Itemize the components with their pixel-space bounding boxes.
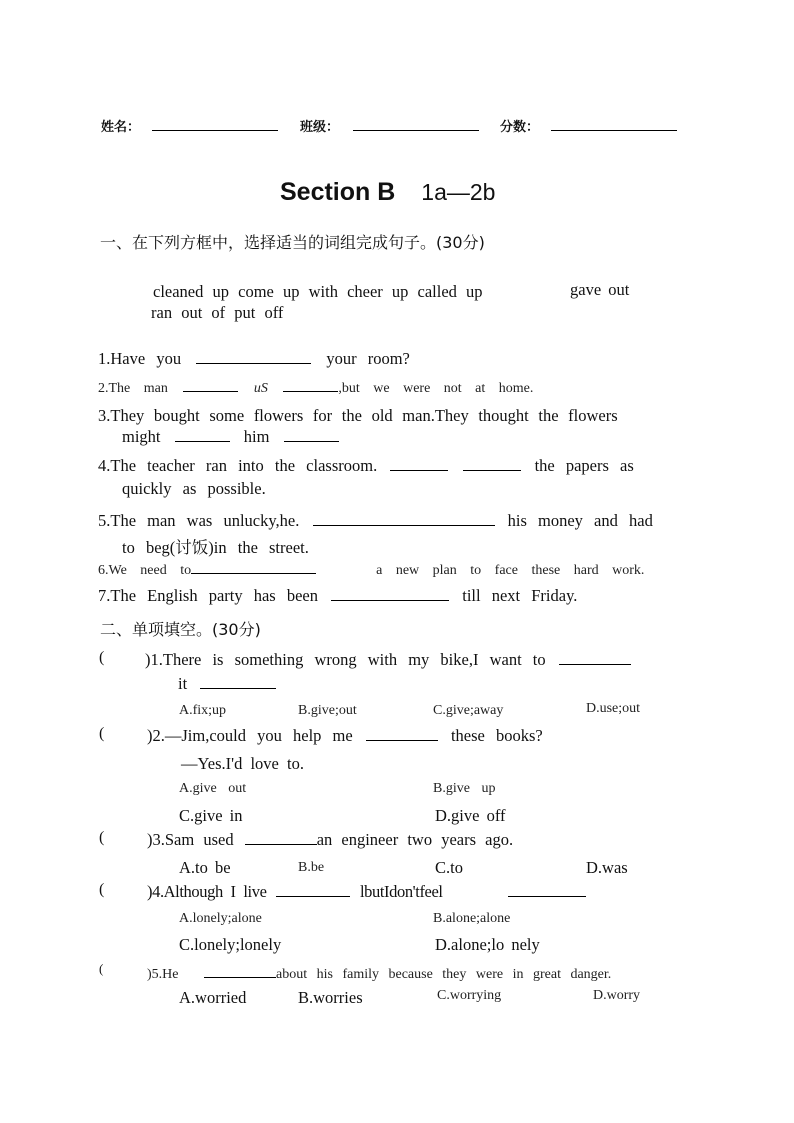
- q6-blank[interactable]: [191, 559, 316, 574]
- q7-blank[interactable]: [331, 586, 449, 601]
- mc3-stem-b: an engineer two years ago.: [316, 830, 514, 849]
- q5-text-b: his money and had: [507, 511, 653, 530]
- mc4-answer-paren[interactable]: (: [99, 881, 105, 898]
- page-title: [280, 178, 495, 207]
- mc2-stem-line2: —Yes.I'd love to.: [181, 754, 304, 773]
- mc4-blank-1[interactable]: [276, 882, 350, 897]
- mc4-stem-a: )4.Although I live: [147, 882, 267, 901]
- q5-blank[interactable]: [313, 511, 495, 526]
- q4-text-b: the papers as: [534, 456, 634, 475]
- q3-text-c: him: [243, 427, 270, 446]
- question-5-line2: to beg(讨饭)in the street.: [122, 538, 309, 557]
- word-bank-row1: cleaned up come up with cheer up called up: [153, 282, 483, 301]
- mc1-blank-2[interactable]: [200, 674, 276, 689]
- question-6: [98, 559, 644, 579]
- q3-blank-2[interactable]: [284, 427, 339, 442]
- mc2-answer-paren[interactable]: (: [99, 725, 105, 742]
- mc3-answer-paren[interactable]: (: [99, 829, 105, 846]
- q1-blank[interactable]: [196, 349, 311, 364]
- q7-text-b: till next Friday.: [462, 586, 578, 605]
- mc2-option-c[interactable]: C.give in: [179, 806, 243, 825]
- q2-blank-2[interactable]: [283, 377, 338, 392]
- mc2-option-d[interactable]: D.give off: [435, 806, 506, 825]
- mc5-option-d[interactable]: D.worry: [593, 988, 641, 1003]
- mc4-option-d[interactable]: D.alone;lo nely: [435, 935, 540, 954]
- mc3-stem: [147, 830, 513, 850]
- q5-text-a: 5.The man was unlucky,he.: [98, 511, 300, 530]
- mc4-stem-b: lbutIdon'tfeel: [359, 882, 443, 901]
- q2-blank-1[interactable]: [183, 377, 238, 392]
- mc3-stem-a: )3.Sam used: [147, 830, 234, 849]
- mc2-stem-line1: [147, 726, 543, 746]
- question-1: [98, 349, 410, 369]
- mc1-option-a[interactable]: A.fix;up: [179, 703, 227, 718]
- word-bank-row2: ran out of put off: [151, 303, 284, 322]
- class-field[interactable]: [353, 130, 479, 131]
- question-7: [98, 586, 577, 606]
- mc2-option-a[interactable]: A.give out: [179, 781, 247, 796]
- q1-text-b: your room?: [326, 349, 410, 368]
- question-3-line2: [122, 427, 342, 447]
- mc4-blank-2[interactable]: [508, 882, 586, 897]
- class-label: 班级：: [300, 120, 340, 135]
- mc3-blank[interactable]: [245, 830, 317, 845]
- q6-text-b: a new plan to face these hard work.: [376, 563, 645, 578]
- title-main: Section B: [280, 178, 396, 206]
- q4-blank-1[interactable]: [390, 456, 448, 471]
- mc1-option-b[interactable]: B.give;out: [298, 703, 357, 718]
- title-sub: 1a—2b: [421, 179, 496, 205]
- mc4-option-a[interactable]: A.lonely;alone: [179, 911, 262, 926]
- q3-blank-1[interactable]: [175, 427, 230, 442]
- q2-text-c: ,but we were not at home.: [338, 381, 534, 396]
- mc5-stem: [147, 963, 611, 983]
- part1-heading: 一、在下列方框中，选择适当的词组完成句子。(30分): [100, 233, 485, 252]
- part2-heading: 二、单项填空。(30分): [100, 620, 261, 639]
- q2-text-a: 2.The man: [98, 381, 168, 396]
- mc4-option-c[interactable]: C.lonely;lonely: [179, 935, 282, 954]
- mc5-answer-paren[interactable]: (: [99, 961, 104, 976]
- mc3-option-b[interactable]: B.be: [298, 860, 325, 875]
- mc1-stem-b: it: [178, 674, 188, 693]
- q3-text-b: might: [122, 427, 161, 446]
- q7-text-a: 7.The English party has been: [98, 586, 318, 605]
- mc2-option-b[interactable]: B.give up: [433, 781, 496, 796]
- mc3-option-d[interactable]: D.was: [586, 858, 628, 877]
- mc3-option-a[interactable]: A.to be: [179, 858, 231, 877]
- mc1-option-c[interactable]: C.give;away: [433, 703, 504, 718]
- mc1-stem-line1: [145, 650, 633, 670]
- question-4-line1: [98, 456, 634, 476]
- mc1-stem-a: )1.There is something wrong with my bike,I want to: [145, 650, 546, 669]
- q4-text-a: 4.The teacher ran into the classroom.: [98, 456, 378, 475]
- mc3-option-c[interactable]: C.to: [435, 858, 463, 877]
- word-bank-extra: gave out: [570, 280, 630, 299]
- q2-text-b: uS: [253, 381, 268, 396]
- q1-text-a: 1.Have you: [98, 349, 182, 368]
- score-field[interactable]: [551, 130, 677, 131]
- mc5-option-c[interactable]: C.worrying: [437, 988, 502, 1003]
- mc1-blank-1[interactable]: [559, 650, 631, 665]
- question-3-line1: 3.They bought some flowers for the old man.They thought the flowers: [98, 406, 618, 425]
- mc2-stem-a: )2.—Jim,could you help me: [147, 726, 353, 745]
- mc5-stem-b: about his family because they were in great danger.: [276, 967, 612, 982]
- mc2-blank[interactable]: [366, 726, 438, 741]
- name-field[interactable]: [152, 130, 278, 131]
- question-5-line1: [98, 511, 653, 531]
- q4-blank-2[interactable]: [463, 456, 521, 471]
- mc1-stem-line2: [178, 674, 278, 694]
- mc2-stem-b: these books?: [450, 726, 543, 745]
- mc5-option-b[interactable]: B.worries: [298, 988, 363, 1007]
- score-label: 分数：: [500, 120, 540, 135]
- mc4-stem: [147, 882, 586, 902]
- question-4-line2: quickly as possible.: [122, 479, 266, 498]
- mc5-stem-a: )5.He: [147, 967, 179, 982]
- mc1-answer-paren[interactable]: (: [99, 649, 105, 666]
- mc5-option-a[interactable]: A.worried: [179, 988, 247, 1007]
- mc1-option-d[interactable]: D.use;out: [586, 701, 641, 716]
- mc5-blank[interactable]: [204, 963, 276, 978]
- mc4-option-b[interactable]: B.alone;alone: [433, 911, 511, 926]
- name-label: 姓名：: [101, 120, 141, 135]
- question-2: [98, 377, 533, 397]
- q6-text-a: 6.We need to: [98, 563, 192, 578]
